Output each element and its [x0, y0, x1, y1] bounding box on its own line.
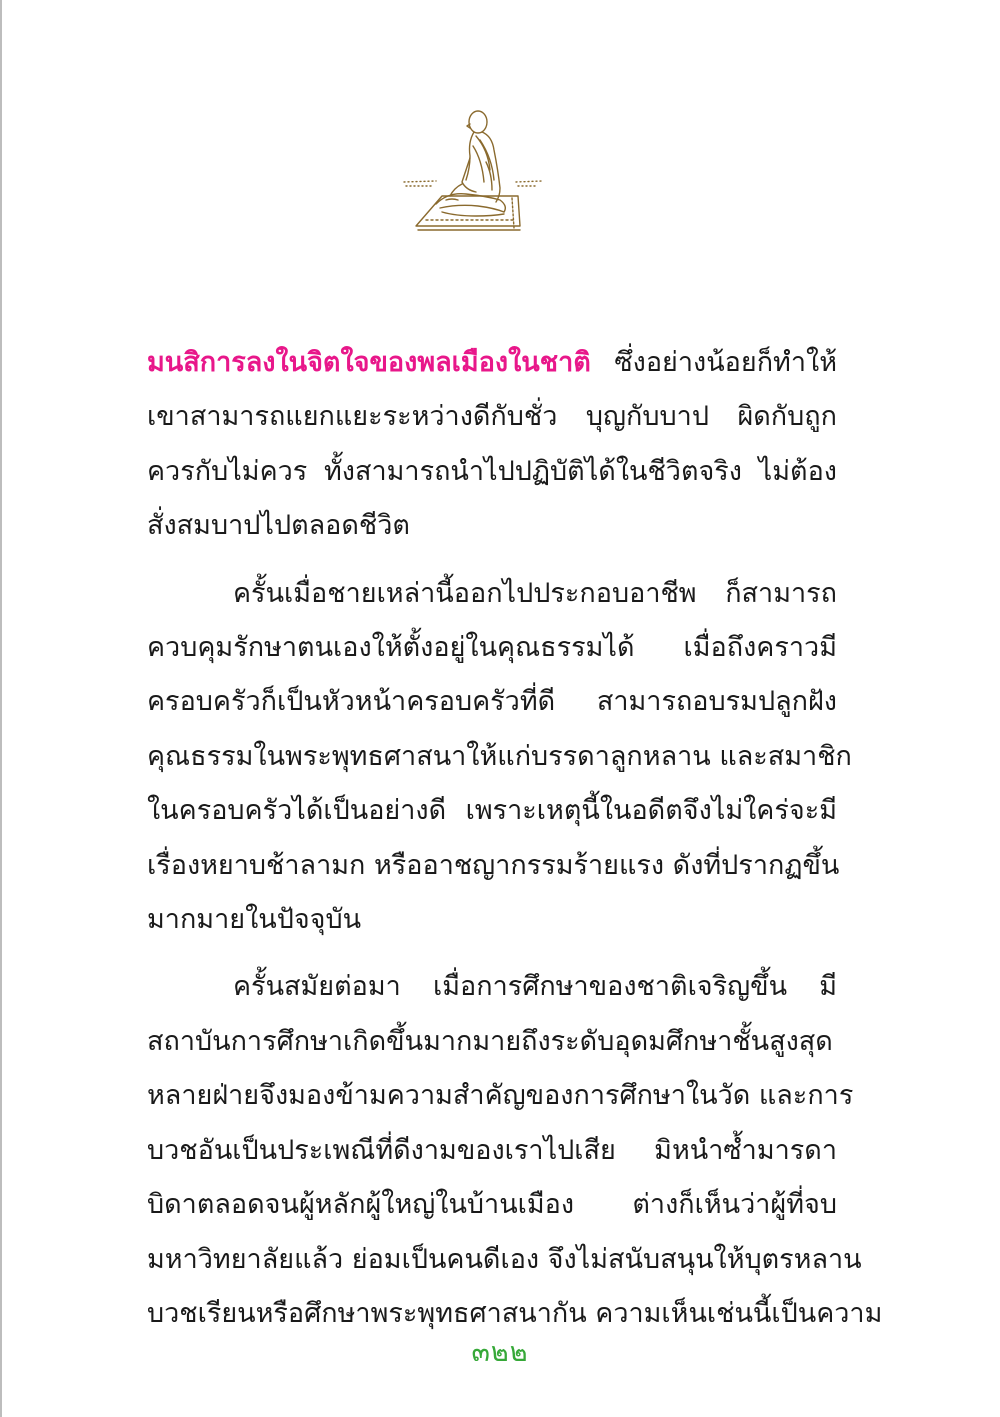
- highlighted-phrase: มนสิการลงในจิตใจของพลเมืองในชาติ: [147, 347, 591, 378]
- page-number: ๓๒๒: [471, 1337, 529, 1368]
- page-edge-line: [0, 0, 2, 1417]
- text-line: ครอบครัวก็เป็นหัวหน้าครอบครัวที่ดี สามารถอบรมปลูกฝัง: [147, 686, 837, 718]
- paragraph: [147, 960, 883, 1341]
- text-line: บวชเรียนหรือศึกษาพระพุทธศาสนากัน ความเห็นเช่นนี้เป็นความ: [147, 1297, 883, 1329]
- text-line: บวชอันเป็นประเพณีที่ดีงามของเราไปเสีย มิหนำซ้ำมารดา: [147, 1134, 837, 1166]
- text-line: มากมายในปัจจุบัน: [147, 904, 362, 936]
- paragraph-gap: [147, 947, 837, 960]
- text-line: [147, 336, 837, 390]
- text-line: ครั้นเมื่อชายเหล่านี้ออกไปประกอบอาชีพ ก็สามารถ: [233, 577, 837, 609]
- paragraph: [147, 336, 837, 554]
- text-line: เขาสามารถแยกแยะระหว่างดีกับชั่ว บุญกับบาป ผิดกับถูก: [147, 401, 837, 433]
- text-line: มหาวิทยาลัยแล้ว ย่อมเป็นคนดีเอง จึงไม่สนับสนุนให้บุตรหลาน: [147, 1243, 862, 1275]
- line-text: ซึ่งอย่างน้อยก็ทำให้: [590, 347, 837, 378]
- text-line: ควรกับไม่ควร ทั้งสามารถนำไปปฏิบัติได้ในชีวิตจริง ไม่ต้อง: [147, 455, 837, 487]
- page-body: [147, 336, 883, 1341]
- paragraph-gap: [147, 554, 837, 567]
- text-line: เรื่องหยาบช้าลามก หรืออาชญากรรมร้ายแรง ดังที่ปรากฏขึ้น: [147, 849, 840, 881]
- meditating-monk-icon: [396, 100, 546, 245]
- paragraph: [147, 567, 852, 948]
- text-line: ครั้นสมัยต่อมา เมื่อการศึกษาของชาติเจริญขึ้น มี: [233, 971, 837, 1003]
- text-line: ในครอบครัวได้เป็นอย่างดี เพราะเหตุนี้ในอดีตจึงไม่ใคร่จะมี: [147, 795, 837, 827]
- text-line: บิดาตลอดจนผู้หลักผู้ใหญ่ในบ้านเมือง ต่างก็เห็นว่าผู้ที่จบ: [147, 1189, 837, 1221]
- text-line: คุณธรรมในพระพุทธศาสนาให้แก่บรรดาลูกหลาน และสมาชิก: [147, 740, 852, 772]
- text-line: สั่งสมบาปไปตลอดชีวิต: [147, 510, 410, 542]
- text-line: สถาบันการศึกษาเกิดขึ้นมากมายถึงระดับอุดมศึกษาชั้นสูงสุด: [147, 1025, 833, 1057]
- text-line: ควบคุมรักษาตนเองให้ตั้งอยู่ในคุณธรรมได้ เมื่อถึงคราวมี: [147, 632, 837, 664]
- text-line: หลายฝ่ายจึงมองข้ามความสำคัญของการศึกษาในวัด และการ: [147, 1080, 854, 1112]
